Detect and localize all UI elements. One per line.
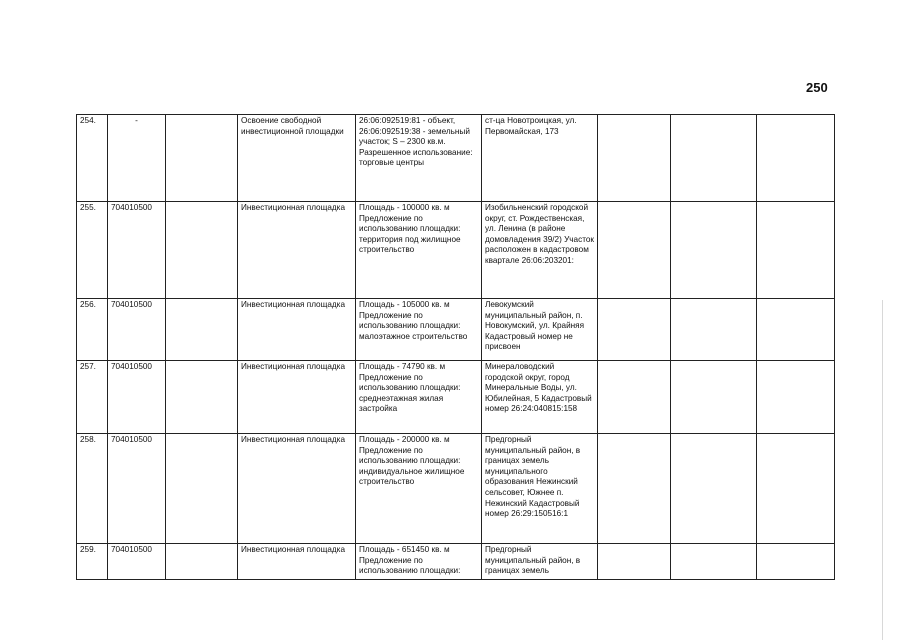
row-empty-cell — [671, 434, 757, 544]
row-empty-cell — [166, 434, 238, 544]
row-code: 704010500 — [108, 434, 166, 544]
row-empty-cell — [166, 202, 238, 299]
row-empty-cell — [757, 361, 835, 434]
row-empty-cell — [166, 115, 238, 202]
row-empty-cell — [671, 544, 757, 580]
row-empty-cell — [671, 361, 757, 434]
row-number: 258. — [77, 434, 108, 544]
row-site-location: Предгорный муниципальный район, в границах земель — [482, 544, 598, 580]
table-row — [77, 299, 835, 361]
row-number: 254. — [77, 115, 108, 202]
row-number: 257. — [77, 361, 108, 434]
row-site-location: ст-ца Новотроицкая, ул. Первомайская, 173 — [482, 115, 598, 202]
row-site-details: 26:06:092519:81 - объект, 26:06:092519:38 - земельный участок; S – 2300 кв.м. Разрешенное использование: торговые центры — [356, 115, 482, 202]
row-empty-cell — [671, 202, 757, 299]
row-empty-cell — [166, 544, 238, 580]
row-site-details: Площадь - 100000 кв. м Предложение по использованию площадки: территория под жилищное строительство — [356, 202, 482, 299]
row-empty-cell — [598, 434, 671, 544]
row-empty-cell — [757, 202, 835, 299]
row-empty-cell — [598, 115, 671, 202]
row-empty-cell — [166, 299, 238, 361]
row-site-location: Минераловодский городской округ, город Минеральные Воды, ул. Юбилейная, 5 Кадастровый номер 26:24:040815:158 — [482, 361, 598, 434]
table-row — [77, 544, 835, 580]
row-site-name: Инвестиционная площадка — [238, 434, 356, 544]
row-empty-cell — [757, 299, 835, 361]
scan-margin-line — [882, 300, 883, 640]
row-site-details: Площадь - 651450 кв. м Предложение по использованию площадки: — [356, 544, 482, 580]
page-number: 250 — [806, 80, 828, 95]
row-empty-cell — [757, 544, 835, 580]
row-site-name: Инвестиционная площадка — [238, 544, 356, 580]
row-number: 259. — [77, 544, 108, 580]
row-site-location: Предгорный муниципальный район, в границах земель муниципального образования Нежинский сельсовет, Южнее п. Нежинский Кадастровый номер 26:29:150516:1 — [482, 434, 598, 544]
row-empty-cell — [757, 115, 835, 202]
row-site-name: Инвестиционная площадка — [238, 202, 356, 299]
table-row — [77, 434, 835, 544]
row-code: 704010500 — [108, 544, 166, 580]
row-site-location: Левокумский муниципальный район, п. Новокумский, ул. Крайняя Кадастровый номер не присвоен — [482, 299, 598, 361]
row-empty-cell — [598, 544, 671, 580]
table-row — [77, 361, 835, 434]
row-code: 704010500 — [108, 299, 166, 361]
row-site-name: Инвестиционная площадка — [238, 361, 356, 434]
table-row — [77, 202, 835, 299]
row-empty-cell — [598, 361, 671, 434]
table-row — [77, 115, 835, 202]
row-site-location: Изобильненский городской округ, ст. Рождественская, ул. Ленина (в районе домовладения 39/2) Участок расположен в кадастровом квартале 26:06:203201: — [482, 202, 598, 299]
row-site-details: Площадь - 200000 кв. м Предложение по использованию площадки: индивидуальное жилищное строительство — [356, 434, 482, 544]
row-empty-cell — [757, 434, 835, 544]
row-empty-cell — [671, 115, 757, 202]
row-empty-cell — [671, 299, 757, 361]
row-number: 256. — [77, 299, 108, 361]
investment-sites-table — [76, 114, 835, 580]
row-empty-cell — [598, 202, 671, 299]
row-empty-cell — [166, 361, 238, 434]
row-site-name: Освоение свободной инвестиционной площадки — [238, 115, 356, 202]
row-site-name: Инвестиционная площадка — [238, 299, 356, 361]
row-code: - — [108, 115, 166, 202]
row-site-details: Площадь - 105000 кв. м Предложение по использованию площадки: малоэтажное строительство — [356, 299, 482, 361]
row-code: 704010500 — [108, 202, 166, 299]
row-empty-cell — [598, 299, 671, 361]
row-code: 704010500 — [108, 361, 166, 434]
row-site-details: Площадь - 74790 кв. м Предложение по использованию площадки: среднеэтажная жилая застройка — [356, 361, 482, 434]
row-number: 255. — [77, 202, 108, 299]
